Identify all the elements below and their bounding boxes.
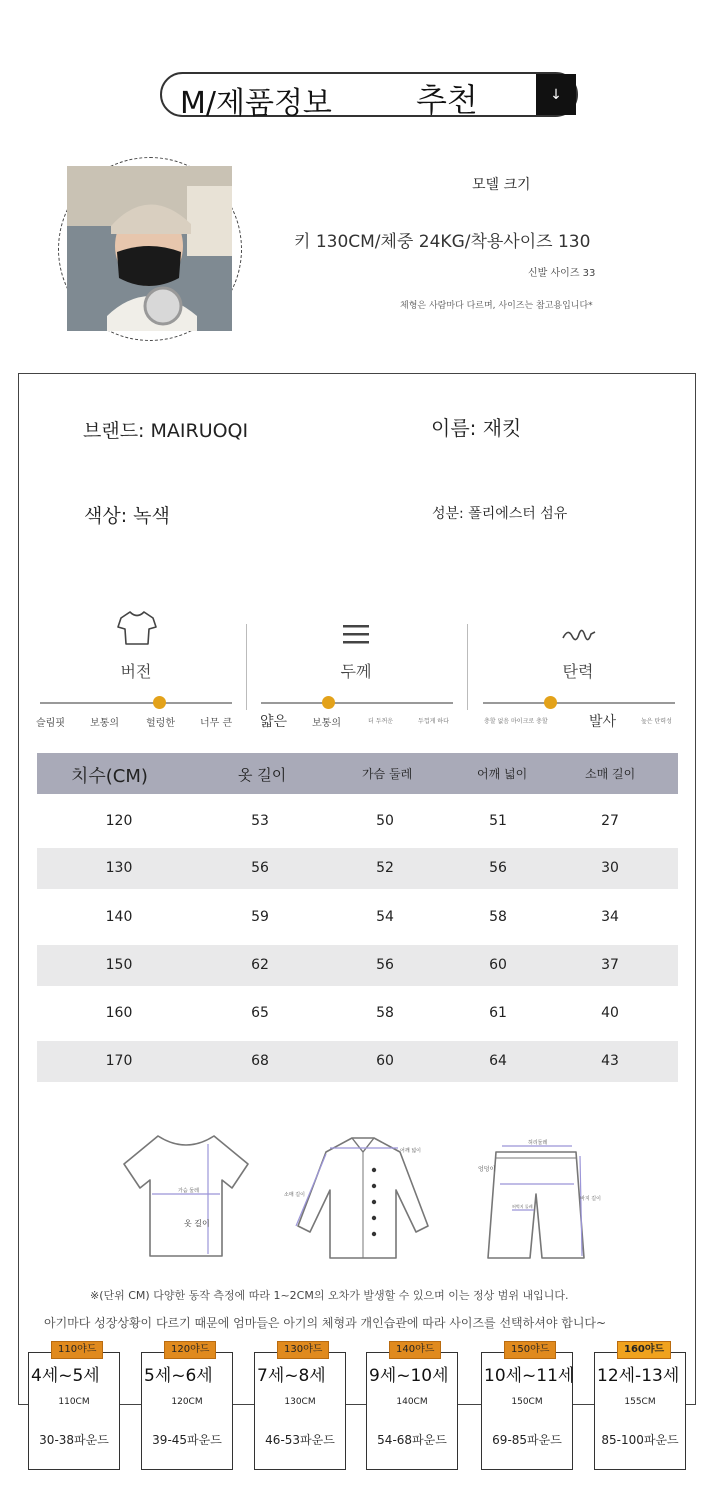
- length-cell: 53: [251, 813, 269, 829]
- size-cell: 170: [105, 1053, 133, 1069]
- size-selection-note: 아기마다 성장상황이 다르기 때문에 엄마들은 아기의 체형과 개인습관에 따라 사이즈를 선택하셔야 합니다~: [44, 1316, 607, 1330]
- height-cm: 155CM: [624, 1397, 656, 1407]
- table-row: [37, 993, 678, 1034]
- col-chest: 가슴 둘레: [362, 767, 413, 781]
- length-cell: 56: [251, 860, 269, 876]
- tshirt-icon: [117, 610, 157, 646]
- fit-label-loose: 헐렁한: [146, 718, 175, 729]
- sleeve-cell: 40: [601, 1005, 619, 1021]
- height-cm: 110CM: [58, 1397, 90, 1407]
- name-label: 이름: 재킷: [431, 416, 522, 440]
- chest-cell: 54: [376, 909, 394, 925]
- banner-recommend: 추천: [416, 81, 478, 119]
- table-row: [37, 897, 678, 938]
- size-cell: 150: [105, 957, 133, 973]
- size-card: [28, 1344, 120, 1470]
- fit-label-oversize: 너무 큰: [200, 718, 233, 729]
- size-card: [254, 1344, 346, 1470]
- fit-label-normal: 보통의: [90, 718, 119, 729]
- thickness-label-thick: 두껍게 하다: [418, 718, 449, 725]
- chest-cell: 58: [376, 1005, 394, 1021]
- size-tag: 150야드: [504, 1341, 556, 1359]
- material-label: 성분: 폴리에스터 섬유: [432, 506, 568, 522]
- length-cell: 62: [251, 957, 269, 973]
- sleeve-cell: 34: [601, 909, 619, 925]
- model-note: 체형은 사람마다 다르며, 사이즈는 참고용입니다*: [400, 301, 593, 311]
- attr-title-fit: 버전: [120, 662, 152, 681]
- length-cell: 65: [251, 1005, 269, 1021]
- diagram-pants-length-label: 바지 길이: [580, 1196, 601, 1202]
- diagram-hip-label: 엉덩이: [478, 1166, 496, 1173]
- age-range: 7세~8세: [257, 1366, 326, 1386]
- height-cm: 120CM: [171, 1397, 203, 1407]
- table-row: [37, 1041, 678, 1082]
- diagram-shoulder-label: 어깨 넓이: [400, 1148, 421, 1154]
- sleeve-cell: 30: [601, 860, 619, 876]
- height-cm: 150CM: [511, 1397, 543, 1407]
- thickness-label-thin: 얇은: [260, 714, 288, 730]
- table-row: [37, 945, 678, 986]
- col-length: 옷 길이: [238, 766, 287, 784]
- shoulder-cell: 58: [489, 909, 507, 925]
- brand-label: 브랜드: MAIRUOQI: [83, 420, 249, 442]
- fit-label-slim: 슬림핏: [36, 718, 65, 729]
- size-table-header: [37, 753, 678, 794]
- divider: [246, 624, 247, 710]
- weight-range: 39-45파운드: [152, 1433, 222, 1447]
- elasticity-scale: [483, 702, 675, 704]
- table-row: [37, 801, 678, 842]
- elasticity-label-none: 충할 없음 마이크로 충할: [484, 718, 548, 725]
- fit-scale: [40, 702, 232, 704]
- model-photo: [67, 166, 232, 331]
- elasticity-label-launch: 발사: [589, 714, 617, 730]
- col-shoulder: 어깨 넓이: [477, 767, 528, 781]
- shoulder-cell: 64: [489, 1053, 507, 1069]
- weight-range: 69-85파운드: [492, 1433, 562, 1447]
- diagram-waist-label: 허리둘레: [528, 1140, 548, 1146]
- pants-diagram: [476, 1138, 601, 1264]
- chest-cell: 60: [376, 1053, 394, 1069]
- chest-cell: 52: [376, 860, 394, 876]
- thickness-label-thicker: 더 두꺼운: [368, 718, 394, 725]
- shoulder-cell: 51: [489, 813, 507, 829]
- weight-range: 85-100파운드: [601, 1433, 679, 1447]
- color-label: 색상: 녹색: [84, 505, 170, 527]
- shirt-diagram: [282, 1130, 442, 1262]
- model-measurements: 키 130CM/체중 24KG/착용사이즈 130: [294, 232, 591, 252]
- arrow-down-icon: ↓: [536, 74, 576, 115]
- banner-title: M/제품정보: [180, 86, 332, 121]
- age-range: 4세~5세: [31, 1366, 100, 1386]
- diagram-sleeve-label: 소매 길이: [284, 1192, 305, 1198]
- shoulder-cell: 56: [489, 860, 507, 876]
- weight-range: 46-53파운드: [265, 1433, 335, 1447]
- length-cell: 68: [251, 1053, 269, 1069]
- diagram-length-label: 옷 길이: [184, 1219, 210, 1228]
- diagram-chest-label: 가슴 둘레: [178, 1188, 199, 1194]
- lines-icon: [342, 624, 370, 646]
- age-range: 5세~6세: [144, 1366, 213, 1386]
- age-range: 10세~11세: [484, 1366, 575, 1386]
- size-card: [594, 1344, 686, 1470]
- divider: [467, 624, 468, 710]
- chest-cell: 56: [376, 957, 394, 973]
- size-tag: 130야드: [277, 1341, 329, 1359]
- col-size: 치수(CM): [71, 766, 148, 787]
- size-cell: 120: [105, 813, 133, 829]
- weight-range: 54-68파운드: [377, 1433, 447, 1447]
- fit-level-dot: [153, 696, 166, 709]
- size-card: [141, 1344, 233, 1470]
- model-avatar-frame: [58, 157, 242, 341]
- size-cell: 140: [105, 909, 133, 925]
- product-info-banner: [160, 72, 578, 121]
- size-tag: 140야드: [389, 1341, 441, 1359]
- shoulder-cell: 61: [489, 1005, 507, 1021]
- sleeve-cell: 43: [601, 1053, 619, 1069]
- measurement-note: ※(단위 CM) 다양한 동작 측정에 따라 1~2CM의 오차가 발생할 수 있으며 이는 정상 범위 내입니다.: [90, 1289, 569, 1302]
- size-tag: 120야드: [164, 1341, 216, 1359]
- attr-title-thickness: 두께: [340, 662, 372, 681]
- shoulder-cell: 60: [489, 957, 507, 973]
- size-tag: 110야드: [51, 1341, 103, 1359]
- thickness-scale: [261, 702, 453, 704]
- sleeve-cell: 37: [601, 957, 619, 973]
- col-sleeve: 소매 길이: [585, 767, 636, 781]
- attr-title-elasticity: 탄력: [562, 662, 594, 681]
- thickness-label-normal: 보통의: [312, 718, 341, 729]
- length-cell: 59: [251, 909, 269, 925]
- model-shoe-size: 신발 사이즈 33: [528, 268, 596, 279]
- size-card: [366, 1344, 458, 1470]
- weight-range: 30-38파운드: [39, 1433, 109, 1447]
- elasticity-label-high: 높은 탄력성: [641, 718, 672, 725]
- avatar: [67, 166, 232, 331]
- size-cell: 160: [105, 1005, 133, 1021]
- tshirt-diagram: [118, 1130, 254, 1260]
- height-cm: 140CM: [396, 1397, 428, 1407]
- sleeve-cell: 27: [601, 813, 619, 829]
- model-size-title: 모델 크기: [472, 177, 531, 193]
- height-cm: 130CM: [284, 1397, 316, 1407]
- spring-icon: [562, 626, 596, 646]
- size-card: [481, 1344, 575, 1470]
- age-range: 12세-13세: [597, 1366, 680, 1386]
- age-range: 9세~10세: [369, 1366, 449, 1386]
- chest-cell: 50: [376, 813, 394, 829]
- diagram-thigh-label: 허벅지 둘레: [512, 1204, 533, 1209]
- size-tag: 160야드: [617, 1341, 671, 1359]
- table-row: [37, 848, 678, 889]
- size-cell: 130: [105, 860, 133, 876]
